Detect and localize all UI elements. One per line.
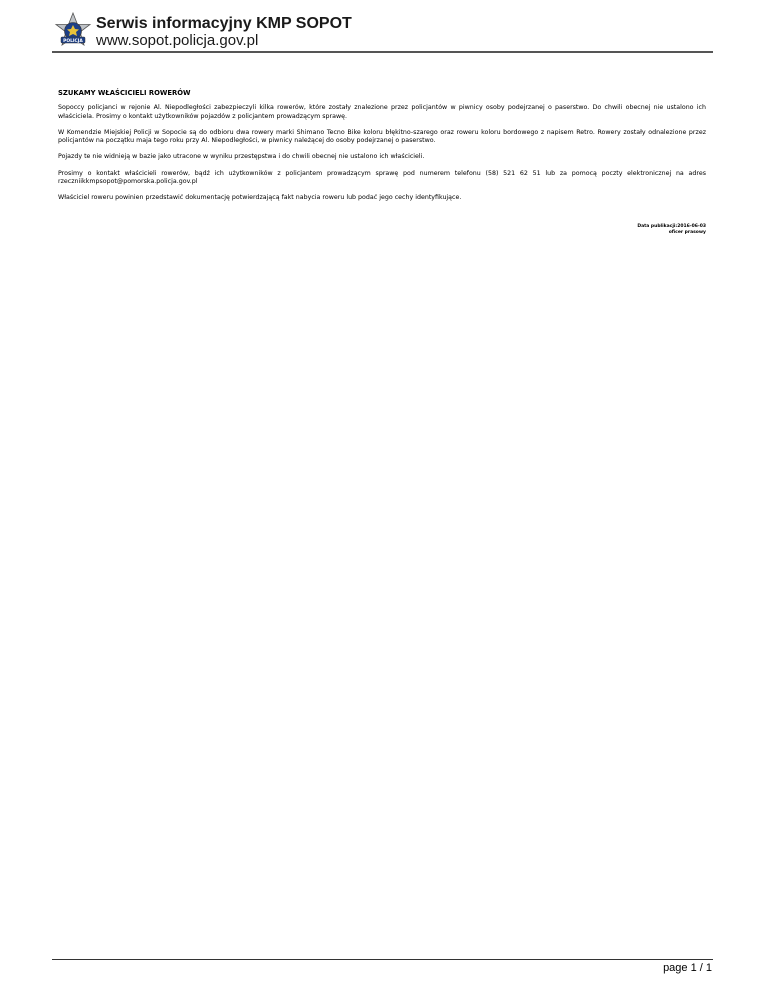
page-header: [52, 12, 712, 52]
article-paragraph: Prosimy o kontakt właścicieli rowerów, bądź ich użytkowników z policjantem prowadzącym sprawę pod numerem telefonu (58) 521 62 51 lub za pomocą poczty elektronicznej na adres rzeczniikkmpsopot@pomorska.policja.gov.pl: [58, 169, 706, 186]
site-url: www.sopot.policja.gov.pl: [96, 32, 259, 49]
article-paragraph: W Komendzie Miejskiej Policji w Sopocie są do odbioru dwa rowery marki Shimano Tecno Bike koloru błękitno-szarego oraz roweru koloru bordowego z napisem Retro. Rowery zostały odnalezione przez policjantów na początku maja tego roku przy Al. Niepodległości, w piwnicy należącej do osoby podejrzanej o paserstwo.: [58, 128, 706, 145]
publication-author: oficer prasowy: [668, 230, 706, 235]
article-paragraph: Sopoccy policjanci w rejonie Al. Niepodległości zabezpieczyli kilka rowerów, które zostały znalezione przez policjantów w piwnicy osoby podejrzanej o paserstwo. Do chwili obecnej nie ustalono ich właściciela. Prosimy o kontakt użytkowników pojazdów z policjantem prowadzącym sprawę.: [58, 104, 706, 120]
article-content: [58, 89, 706, 211]
site-title: Serwis informacyjny KMP SOPOT: [96, 15, 352, 32]
article-paragraph: Właściciel roweru powinien przedstawić dokumentację potwierdzającą fakt nabycia roweru lub podać jego cechy identyfikujące.: [58, 194, 462, 202]
footer-divider: [52, 959, 713, 960]
police-star-badge-icon: [52, 12, 94, 52]
logo-text: POLICJA: [63, 39, 83, 44]
article-paragraph: Pojazdy te nie widnieją w bazie jako utracone w wyniku przestępstwa i do chwili obecnej nie ustalono ich właścicieli.: [58, 153, 425, 161]
publication-date: Data publikacji:2016-06-03: [637, 224, 706, 229]
publication-meta: [637, 224, 706, 236]
article-title: SZUKAMY WŁAŚCICIELI ROWERÓW: [58, 89, 191, 97]
page-number: page 1 / 1: [663, 962, 712, 974]
header-divider: [52, 51, 713, 53]
